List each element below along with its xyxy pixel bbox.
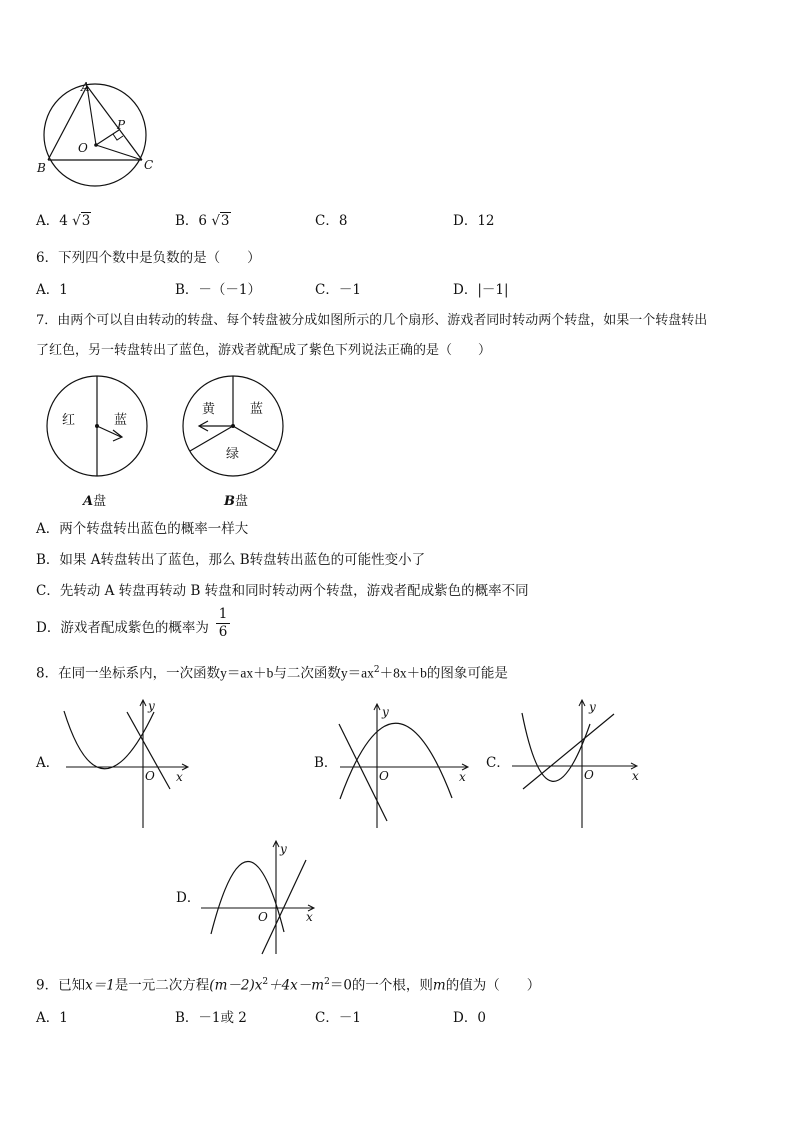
disc-b-caption: B盘 [224,494,249,509]
q5-option-b: B．6 √3 [175,213,230,229]
graph-d-parabola [211,861,284,934]
fraction-denominator: 6 [218,624,228,640]
graph-d [201,841,314,954]
q7-stem-line1: 7．由两个可以自由转动的转盘、每个转盘被分成如图所示的几个扇形、游戏者同时转动两个转盘，如果一个转盘转出 [36,313,708,328]
q9-option-a: A．1 [36,1010,68,1026]
disc-b-yellow: 黄 [202,402,216,417]
graph-c-x-label: x [632,769,639,783]
label-p: P [117,118,126,132]
q8-stem: 8．在同一坐标系内，一次函数y＝ax＋b与二次函数$y=ax^2+8x+b$的图象可能是 [36,665,508,682]
graph-d-x-label: x [306,910,313,924]
graph-a-option-label: A． [36,755,60,771]
graph-a [64,699,188,828]
q5-option-d: D．12 [453,213,495,229]
q9-option-c: C．－1 [315,1010,361,1026]
q6-option-a: A．1 [36,282,68,298]
graph-c [512,700,639,828]
sqrt-sign: √3 [72,213,91,229]
q9-option-d: D．0 [453,1010,486,1026]
label-a: A [81,80,90,94]
q7-option-a: A．两个转盘转出蓝色的概率一样大 [36,521,249,537]
q7-option-c: C．先转动 A 转盘再转动 B 转盘和同时转动两个转盘，游戏者配成紫色的概率不同 [36,583,529,599]
sqrt-sign: √3 [211,213,230,229]
graph-b-option-label: B． [314,755,338,771]
graph-b [339,704,468,828]
graph-d-y-label: y [280,842,287,856]
graph-c-line [523,714,614,789]
graph-b-origin: O [379,769,389,783]
disc-a-red: 红 [62,413,76,428]
graph-a-x-label: x [176,770,183,784]
graph-c-y-label: y [589,700,596,714]
label-c: C [144,158,154,172]
disc-b-green: 绿 [226,447,240,462]
graph-b-x-label: x [459,770,466,784]
q9-stem: 9．已知x＝1是一元二次方程$(m-2)x^2+4x-m^2=0$的一个根，则m的值为（ ） [36,977,541,994]
graph-b-y-label: y [382,705,389,719]
label-o: O [78,141,88,155]
disc-b-blue: 蓝 [250,402,264,417]
graph-d-option-label: D． [176,890,201,906]
q6-option-d: D．|－1| [453,282,509,298]
graph-c-origin: O [584,768,594,782]
label-b: B [37,161,46,175]
q6-option-b: B．－（－1） [175,282,262,298]
q9-option-b: B．－1或 2 [175,1010,247,1026]
q6-stem: 6．下列四个数中是负数的是（ ） [36,250,261,266]
graph-a-origin: O [145,769,155,783]
disc-a-blue: 蓝 [114,413,128,428]
graph-a-y-label: y [148,699,155,713]
q7-option-d: D．游戏者配成紫色的概率为 [36,620,209,636]
q7-stem-line2: 了红色，另一转盘转出了蓝色，游戏者就配成了紫色下列说法正确的是（ ） [36,343,492,358]
q6-option-c: C．－1 [315,282,361,298]
fraction-numerator: 1 [218,606,228,622]
q7-option-b: B．如果 A转盘转出了蓝色，那么 B转盘转出蓝色的可能性变小了 [36,552,426,568]
graph-d-origin: O [258,910,268,924]
graph-d-line [262,860,306,954]
graph-c-parabola [522,713,590,781]
q5-option-a: A．4 √3 [36,213,91,229]
graph-c-option-label: C． [486,755,510,771]
graph-a-parabola [64,711,154,769]
disc-a-caption: A盘 [83,494,107,509]
q5-option-c: C．8 [315,213,348,229]
